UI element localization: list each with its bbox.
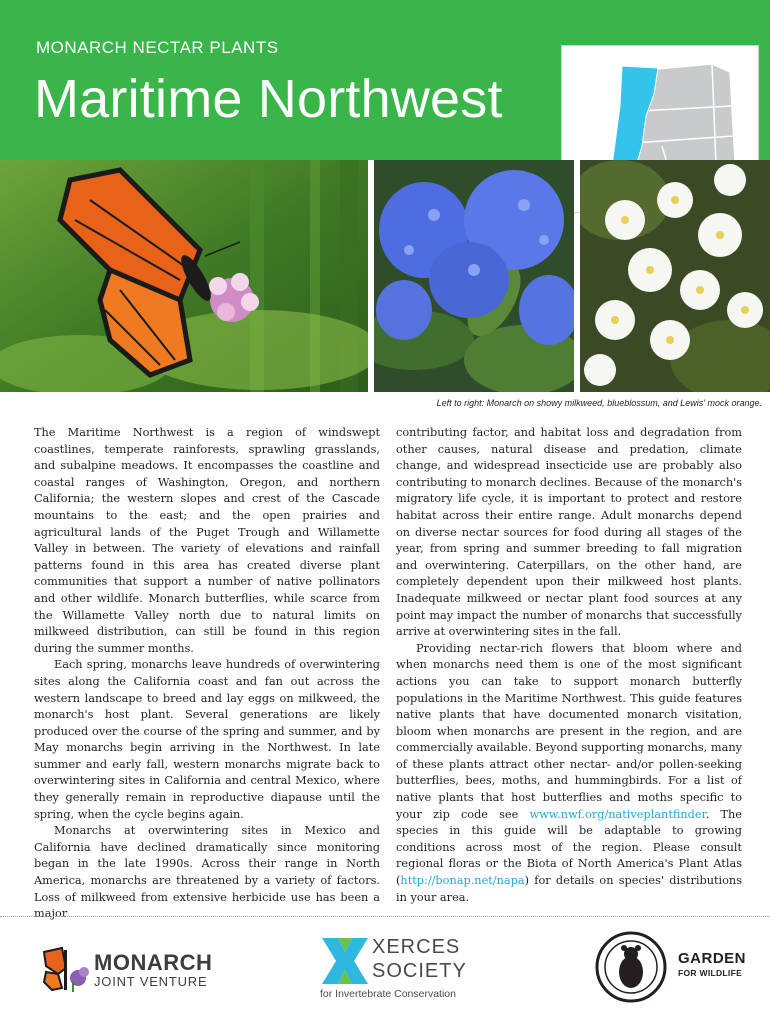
- photo-lewis-mock-orange: [580, 160, 770, 392]
- monarch-joint-venture-logo: [38, 944, 218, 994]
- body-paragraph: [396, 641, 742, 907]
- body-text: Providing nectar-rich flowers that bloom where and when monarchs need them is one of the most significant actions you can take to support monarch butterfly populations in the Maritime Northwest. This guide features native plants that have documented monarch visitation, bloom when monarchs are present in the region, and are commercially available. Beyond supporting monarchs, many of these plants attract other nectar- and/or pollen-seeking butterflies, bees, moths, and hummingbirds. For a list of native plants that host butterflies and moths specific to your zip code see: [396, 641, 742, 821]
- nwf-plant-finder-link[interactable]: www.nwf.org/nativeplantfinder: [529, 807, 706, 821]
- mjv-name-line2: JOINT VENTURE: [94, 974, 208, 989]
- body-paragraph: Monarchs at overwintering sites in Mexico and California have declined dramatically since monitoring began in the late 1990s. Across their range in North America, monarchs are threatened by a variety of factors. Loss of milkweed from extensive herbicide use has been a major: [34, 824, 380, 921]
- mjv-name-line1: MONARCH: [94, 950, 213, 975]
- garden-for-wildlife-logo: [594, 930, 754, 1004]
- nwf-name-line1: GARDEN: [678, 950, 747, 967]
- body-paragraph: Each spring, monarchs leave hundreds of overwintering sites along the California coast and fan out across the western landscape to breed and lay eggs on milkweed, the monarch's host plant. Several generations are likely produced over the course of the spring and summer, and by May monarchs begin arriving in the Northwest. In late summer and early fall, western monarchs migrate back to overwintering sites in California and central Mexico, where they generally remain in reproductive diapause until the spring, when the cycle begins again.: [34, 658, 380, 821]
- nwf-seal-icon: [594, 930, 668, 1004]
- xerces-name-line1: XERCES: [372, 936, 461, 958]
- series-kicker: MONARCH NECTAR PLANTS: [36, 38, 279, 57]
- xerces-tagline: for Invertebrate Conservation: [320, 988, 456, 1000]
- photo-caption: Left to right: Monarch on showy milkweed, blueblossum, and Lewis' mock orange.: [436, 398, 762, 408]
- body-paragraph: contributing factor, and habitat loss and degradation from other causes, natural disease and predation, climate change, and widespread insecticide use are probably also contributing to monarch declines. Because of the monarch's migratory life cycle, it is important to protect and restore habitat across their entire range. Adult monarchs depend on diverse nectar sources for food during all stages of the year, from spring and summer breeding to fall migration and overwintering. Caterpillars, on the other hand, are completely dependent upon their milkweed host plants. Inadequate milkweed or nectar plant food sources at any point may impact the number of monarchs that successfully arrive at overwintering sites in the fall.: [396, 426, 742, 639]
- body-text: . The species in this guide will be adaptable to growing conditions across most of the region. Please consult regional floras or the Biota of North America's Plant Atlas (: [396, 807, 742, 888]
- xerces-name-line2: SOCIETY: [372, 960, 467, 982]
- page-title: Maritime Northwest: [34, 69, 503, 129]
- body-column-right: [396, 425, 742, 906]
- body-text: ) for details on species' distributions in your area.: [396, 874, 742, 904]
- xerces-society-logo: [316, 934, 466, 1004]
- photo-monarch-on-milkweed: [0, 160, 368, 392]
- body-paragraph: The Maritime Northwest is a region of windswept coastlines, temperate rainforests, sprawling grasslands, and subalpine meadows. It encompasses the coastline and coastal ranges of Washington, Oregon, and northern California; the western slopes and crest of the Cascade mountains to the east; and the open prairies and agricultural lands of the Puget Trough and Willamette Valley in between. The variety of elevations and rainfall patterns found in this area has created diverse plant communities that support a number of native pollinators and other wildlife. Monarch butterflies, while scarce from the Willamette Valley north due to natural limits on milkweed distribution, can still be found in this region during the summer months.: [34, 426, 380, 655]
- bonap-link[interactable]: http://bonap.net/napa: [400, 874, 525, 888]
- body-column-left: [34, 425, 380, 923]
- xerces-x-icon: [320, 936, 370, 986]
- nwf-name-line2: FOR WILDLIFE: [678, 968, 743, 978]
- monarch-butterfly-icon: [38, 944, 92, 994]
- photo-blueblossum: [374, 160, 574, 392]
- footer-divider: [0, 916, 770, 917]
